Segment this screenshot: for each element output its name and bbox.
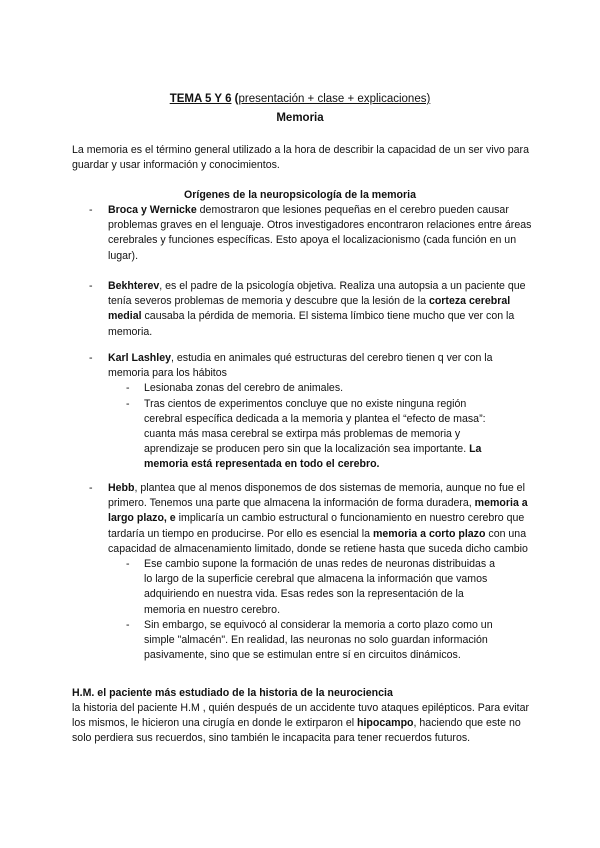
- bullet-marker: -: [89, 352, 93, 364]
- bullet-text: [108, 279, 532, 340]
- sub-bullet: [108, 557, 496, 618]
- hm-body: , haciendo que este no solo perdiera sus recuerdos, sino también le incapacita para tener recuerdos futuros.: [72, 717, 521, 745]
- bullet-hebb: [72, 481, 532, 663]
- sub-bullet-text: [144, 397, 496, 473]
- bold-name: Broca y Wernicke: [108, 204, 197, 216]
- section-heading-hm: H.M. el paciente más estudiado de la historia de la neurociencia: [72, 687, 393, 699]
- sub-bullet: [108, 381, 496, 396]
- page-subtitle: Memoria: [276, 112, 324, 124]
- title-paren-text: presentación + clase + explicaciones): [238, 93, 431, 105]
- bold-term: memoria a largo plazo, e: [108, 497, 528, 525]
- bullet-bekhterev: [72, 279, 532, 340]
- sub-bullet-marker: -: [126, 382, 130, 395]
- bullet-body: con una capacidad de almacenamiento limitado, donde se retiene hasta que suceda dicho cambio: [108, 527, 528, 555]
- bullet-text: [108, 351, 532, 381]
- sub-bullet: [108, 397, 496, 473]
- sub-bullet-body: Tras cientos de experimentos concluye que no existe ninguna región cerebral específica dedicada a la memoria y plantea el “efecto de masa”: cuanta más masa cerebral se extirpa más problemas de memoria y aprendizaje se producen pero sin que la localización sea importante.: [144, 397, 486, 456]
- bullet-marker: -: [89, 280, 93, 292]
- sub-bullet-text: Ese cambio supone la formación de unas redes de neuronas distribuidas a lo largo de la superficie cerebral que almacena la información que vamos adquiriendo en nuestra vida. Esas redes son la representación de la memoria en nuestro cerebro.: [144, 558, 495, 616]
- intro-paragraph: La memoria es el término general utilizado a la hora de describir la capacidad de un ser vivo para guardar y usar información y conocimientos.: [72, 144, 529, 172]
- bold-name: Hebb: [108, 482, 135, 494]
- bold-conclusion: La memoria está representada en todo el cerebro.: [144, 443, 482, 471]
- sub-bullet-text: Sin embargo, se equivocó al considerar la memoria a corto plazo como un simple "almacén". En realidad, las neuronas no solo guardan información pasivamente, sino que se estimulan entre sí en circuitos dinámicos.: [144, 618, 493, 662]
- bullet-marker: -: [89, 204, 93, 216]
- sub-bullet-marker: -: [126, 618, 130, 631]
- title-prefix: TEMA 5 Y 6: [169, 93, 232, 105]
- hm-body: la historia del paciente H.M , quién después de un accidente tuvo ataques epilépticos. Para evitar los mismos, le hicieron una cirugía en donde le extirparon el: [72, 702, 529, 730]
- bold-term: corteza cerebral medial: [108, 295, 511, 323]
- page-title: [0, 92, 600, 107]
- bullet-marker: -: [89, 482, 93, 494]
- bullet-body: , es el padre de la psicología objetiva. Realiza una autopsia a un paciente que tenía severos problemas de memoria y descubre que la lesión de la: [108, 280, 526, 308]
- bullet-body: causaba la pérdida de memoria. El sistema límbico tiene mucho que ver con la memoria.: [108, 310, 515, 338]
- bullet-text: [108, 203, 532, 264]
- bold-name: Karl Lashley: [108, 352, 172, 364]
- bullet-lashley: [72, 351, 532, 473]
- bullet-body: , plantea que al menos disponemos de dos sistemas de memoria, aunque no fue el primero. Tenemos una parte que almacena la información de forma duradera,: [108, 482, 525, 510]
- bullet-text: [108, 481, 532, 557]
- bold-term-hipocampo: hipocampo: [357, 717, 414, 730]
- sub-bullet-marker: -: [126, 397, 130, 410]
- bold-name: Bekhterev: [108, 280, 160, 292]
- bullet-broca: [72, 203, 532, 264]
- title-paren-open: (: [231, 93, 239, 105]
- sub-bullet-text: Lesionaba zonas del cerebro de animales.: [144, 382, 344, 395]
- bullet-body: , estudia en animales qué estructuras del cerebro tienen q ver con la memoria para los hábitos: [108, 352, 493, 380]
- bold-term: memoria a corto plazo: [373, 527, 486, 540]
- sub-bullet: [108, 618, 496, 664]
- sub-bullet-marker: -: [126, 558, 130, 571]
- section-heading-origins: Orígenes de la neuropsicología de la memoria: [184, 189, 416, 201]
- bullet-body: demostraron que lesiones pequeñas en el cerebro pueden causar problemas graves en el lenguaje. Otros investigadores encontraron relaciones entre áreas cerebrales y funciones específicas. Esto apoya el localizacionismo (cada función en un lugar).: [108, 204, 532, 262]
- bullet-body: implicaría un cambio estructural o funcionamiento en nuestro cerebro que tardaría un tiempo en producirse. Por ello es esencial la: [108, 512, 525, 540]
- hm-paragraph: [72, 701, 532, 747]
